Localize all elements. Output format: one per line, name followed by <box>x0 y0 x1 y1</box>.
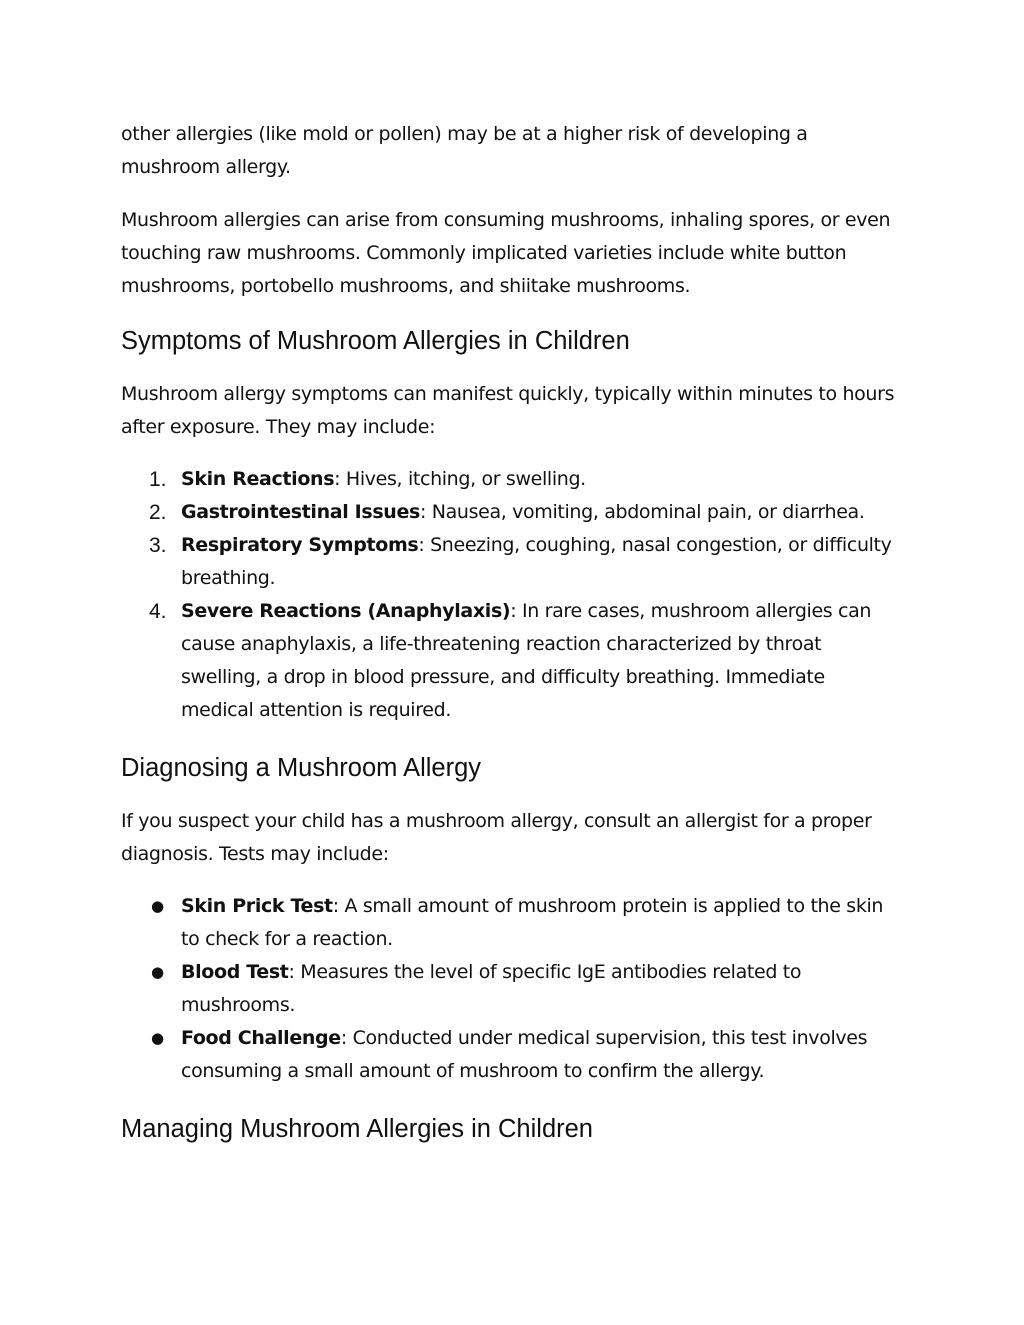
list-number: 4. <box>149 600 167 623</box>
list-term: Severe Reactions (Anaphylaxis) <box>181 600 511 622</box>
list-term: Respiratory Symptoms <box>181 534 419 556</box>
list-term: Gastrointestinal Issues <box>181 501 420 523</box>
list-text: : Nausea, vomiting, abdominal pain, or diarrhea. <box>419 501 865 523</box>
list-number: 3. <box>149 534 167 557</box>
list-item <box>121 595 896 727</box>
list-item <box>121 890 896 956</box>
list-text: : Conducted under medical supervision, this test involves consuming a small amount of mushroom to confirm the allergy. <box>181 1027 868 1082</box>
diagnosis-intro: If you suspect your child has a mushroom allergy, consult an allergist for a proper diagnosis. Tests may include: <box>121 810 872 865</box>
list-item <box>121 956 896 1022</box>
heading-symptoms: Symptoms of Mushroom Allergies in Children <box>121 327 630 355</box>
bullet-icon: ● <box>151 1029 165 1047</box>
list-number: 2. <box>149 501 167 524</box>
symptoms-intro: Mushroom allergy symptoms can manifest quickly, typically within minutes to hours after exposure. They may include: <box>121 383 895 438</box>
list-item <box>121 529 896 595</box>
document-page <box>121 118 896 1166</box>
diagnosis-list <box>121 890 896 1088</box>
bullet-icon: ● <box>151 897 165 915</box>
list-item <box>121 1022 896 1088</box>
list-text: : Sneezing, coughing, nasal congestion, or difficulty breathing. <box>181 534 892 589</box>
list-text: : A small amount of mushroom protein is applied to the skin to check for a reaction. <box>181 895 884 950</box>
list-term: Skin Reactions <box>181 468 335 490</box>
list-number: 1. <box>149 468 167 491</box>
section-managing <box>121 1111 896 1147</box>
list-item <box>121 496 896 529</box>
list-term: Food Challenge <box>181 1027 341 1049</box>
list-text: : Hives, itching, or swelling. <box>334 468 586 490</box>
list-term: Skin Prick Test <box>181 895 333 917</box>
list-item <box>121 463 896 496</box>
list-text: : In rare cases, mushroom allergies can cause anaphylaxis, a life-threatening reaction characterized by throat swelling, a drop in blood pressure, and difficulty breathing. Immediate medical attention is required. <box>181 600 872 721</box>
symptoms-list <box>121 463 896 727</box>
list-term: Blood Test <box>181 961 289 983</box>
bullet-icon: ● <box>151 963 165 981</box>
paragraph-risk: other allergies (like mold or pollen) may be at a higher risk of developing a mushroom allergy. <box>121 123 808 178</box>
section-symptoms <box>121 323 896 727</box>
paragraph-exposure: Mushroom allergies can arise from consuming mushrooms, inhaling spores, or even touching raw mushrooms. Commonly implicated varieties include white button mushrooms, portobello mushrooms, and shiitake mushrooms. <box>121 209 891 297</box>
section-diagnosis <box>121 750 896 1088</box>
heading-managing: Managing Mushroom Allergies in Children <box>121 1115 593 1143</box>
heading-diagnosis: Diagnosing a Mushroom Allergy <box>121 754 482 782</box>
list-text: : Measures the level of specific IgE antibodies related to mushrooms. <box>181 961 802 1016</box>
